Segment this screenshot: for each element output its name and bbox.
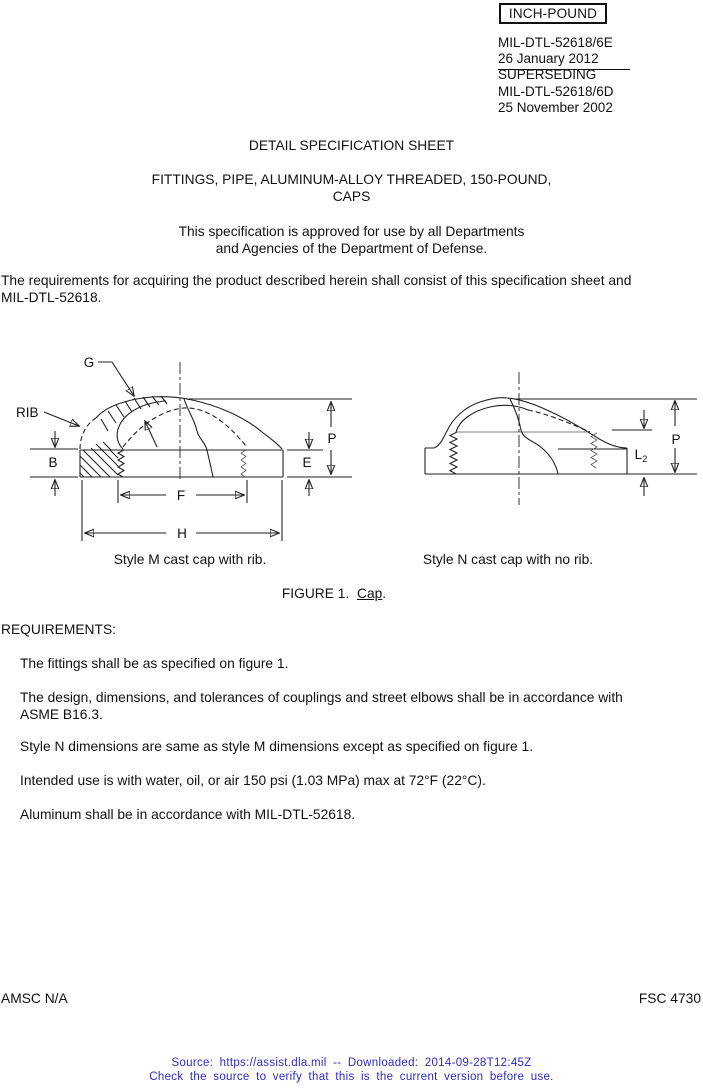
dimension-label-p-right: P (671, 432, 681, 447)
style-n-hidden-inner-dome (528, 410, 590, 432)
requirement-item (20, 806, 355, 823)
document-id-block (498, 35, 630, 117)
footer-verify-line: Check the source to verify that this is the current version before use. (149, 1071, 554, 1084)
style-m-drawing (16, 355, 352, 541)
inch-pound-box (499, 3, 607, 24)
requirement-line: Aluminum shall be in accordance with MIL-DTL-52618. (20, 807, 356, 822)
style-n-thread-right (591, 433, 597, 468)
style-m-thread-left (118, 450, 124, 477)
document-date: 26 January 2012 (498, 51, 630, 69)
style-n-caption: Style N cast cap with no rib. (422, 552, 594, 567)
inch-pound-label: INCH-POUND (508, 6, 598, 21)
footer-source-line: Source: https://assist.dla.mil -- Downloaded: 2014-09-28T12:45Z (171, 1057, 532, 1069)
requirement-line: Intended use is with water, oil, or air 150 psi (1.03 MPa) max at 72°F (22°C). (20, 773, 486, 788)
subject-line-1: FITTINGS, PIPE, ALUMINUM-ALLOY THREADED, 150-POUND, (151, 172, 552, 187)
rib-label: RIB (16, 405, 39, 420)
style-m-caption: Style M cast cap with rib. (113, 552, 267, 567)
figure-title-name: Cap (356, 586, 383, 601)
sheet-type-title: DETAIL SPECIFICATION SHEET (248, 138, 455, 153)
superseded-date: 25 November 2002 (498, 100, 613, 116)
fsc-code: FSC 4730 (638, 991, 701, 1006)
style-m-extension-lines (30, 399, 352, 541)
requirement-item (20, 738, 533, 755)
figure-title-suffix: . (382, 586, 387, 601)
requirement-line: ASME B16.3. (20, 707, 103, 722)
figure-1-title (0, 585, 668, 602)
subject-title (0, 171, 703, 205)
style-n-thread-left (450, 432, 457, 474)
dimension-label-h: H (177, 526, 187, 541)
style-m-outer-dome (96, 397, 282, 449)
dimension-label-l2: $L_2$ (634, 447, 648, 465)
requirement-line: The fittings shall be as specified on figure 1. (20, 656, 289, 671)
approval-line-2: and Agencies of the Department of Defense. (215, 241, 488, 256)
approval-line-1: This specification is approved for use by all Departments (178, 224, 525, 239)
download-footer (0, 1056, 703, 1084)
subject-line-2: CAPS (332, 189, 371, 204)
requirement-line: Style N dimensions are same as style M dimensions except as specified on figure 1. (20, 739, 534, 754)
figure-title-prefix: FIGURE 1. (281, 586, 350, 601)
style-m-hidden-inner-dome (123, 408, 246, 447)
superseded-number: MIL-DTL-52618/6D (498, 83, 614, 99)
requirement-item (20, 689, 623, 723)
style-n-inner-wall (456, 405, 528, 432)
figure-1-drawings (0, 345, 703, 545)
dimension-label-f: F (176, 488, 186, 503)
requirement-item (20, 772, 486, 789)
style-m-dimension-arrows (44, 362, 331, 533)
dimension-label-g: G (83, 355, 95, 370)
superseding-label: SUPERSEDING (498, 67, 597, 83)
style-n-drawing (425, 372, 697, 505)
style-m-rib-arc (80, 418, 96, 449)
style-n-extension-lines (515, 399, 697, 474)
intro-line-2: MIL-DTL-52618. (1, 290, 102, 305)
style-m-inner-wall (117, 401, 166, 449)
dimension-label-p-left: P (327, 431, 337, 446)
requirement-item (20, 655, 288, 672)
style-n-break-line (510, 399, 558, 474)
style-m-hatch-lines (80, 442, 118, 477)
approval-statement (0, 223, 703, 257)
style-m-flange-outline (80, 450, 283, 477)
requirement-line: The design, dimensions, and tolerances of couplings and street elbows shall be in accordance with (20, 690, 623, 705)
dimension-label-e: E (302, 455, 312, 470)
amsc-code: AMSC N/A (1, 991, 68, 1006)
dimension-label-b: B (48, 455, 58, 470)
style-m-thread-right (241, 450, 246, 477)
intro-line-1: The requirements for acquiring the product described herein shall consist of this specification sheet and (1, 273, 632, 288)
intro-paragraph (1, 272, 631, 306)
style-m-wall-ticks (101, 396, 167, 431)
document-number: MIL-DTL-52618/6E (498, 35, 613, 50)
style-n-dimension-arrows (644, 401, 675, 496)
requirements-heading: REQUIREMENTS: (1, 622, 116, 637)
style-m-break-line (184, 399, 213, 477)
